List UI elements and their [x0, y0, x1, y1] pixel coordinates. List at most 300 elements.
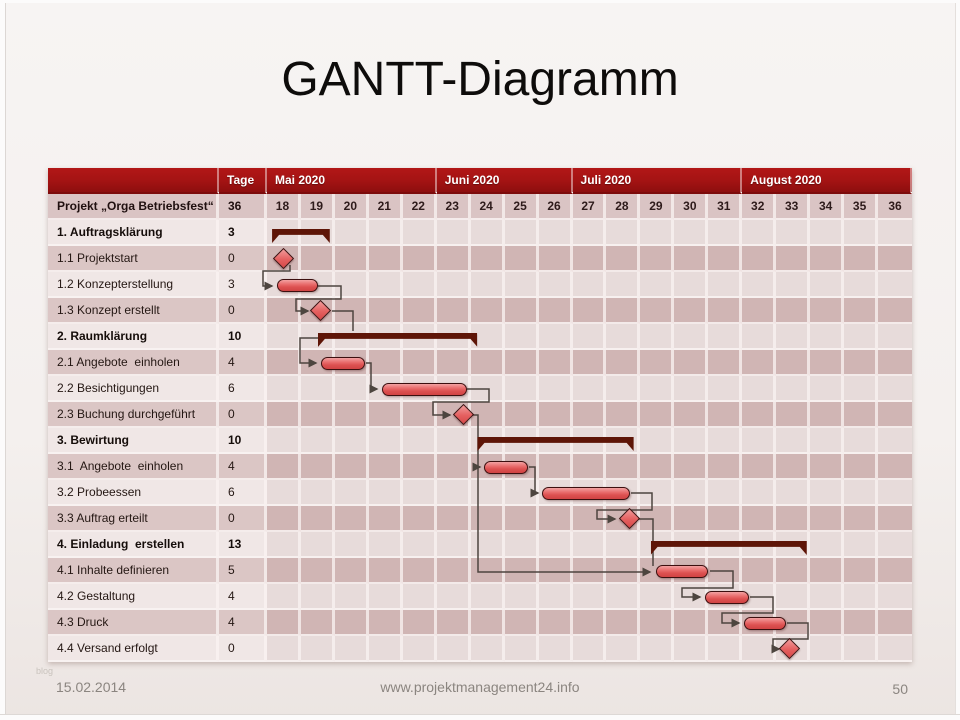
chart-cell	[573, 428, 607, 454]
chart-cell	[776, 506, 810, 532]
task-name: 4.1 Inhalte definieren	[48, 558, 219, 584]
chart-cell	[437, 272, 471, 298]
chart-cell	[844, 428, 878, 454]
chart-cell	[742, 480, 776, 506]
task-days: 3	[219, 220, 267, 246]
week-number-26: 26	[539, 194, 573, 220]
chart-cell	[369, 610, 403, 636]
chart-cell	[437, 376, 471, 402]
chart-cell	[539, 532, 573, 558]
chart-cell	[844, 558, 878, 584]
chart-cell	[742, 558, 776, 584]
chart-cell	[708, 532, 742, 558]
chart-cell	[742, 246, 776, 272]
chart-cell	[267, 246, 301, 272]
task-days: 3	[219, 272, 267, 298]
chart-cell	[606, 506, 640, 532]
task-days: 6	[219, 376, 267, 402]
chart-cell	[708, 220, 742, 246]
footer-page-number: 50	[892, 681, 908, 697]
chart-cell	[573, 636, 607, 662]
chart-cell	[539, 558, 573, 584]
chart-cell	[674, 636, 708, 662]
chart-cell	[742, 402, 776, 428]
task-row-16	[48, 610, 912, 636]
chart-cell	[505, 584, 539, 610]
gantt-week-header-row	[48, 194, 912, 220]
chart-cell	[674, 376, 708, 402]
chart-cell	[301, 298, 335, 324]
week-number-29: 29	[640, 194, 674, 220]
footer-url: www.projektmanagement24.info	[380, 679, 580, 695]
week-number-33: 33	[776, 194, 810, 220]
chart-cell	[369, 350, 403, 376]
chart-cell	[403, 350, 437, 376]
page-edge-left	[0, 0, 6, 720]
chart-cell	[437, 532, 471, 558]
chart-cell	[742, 584, 776, 610]
chart-cell	[742, 376, 776, 402]
chart-cell	[640, 636, 674, 662]
chart-cell	[369, 376, 403, 402]
chart-cell	[267, 298, 301, 324]
chart-cell	[267, 376, 301, 402]
chart-cell	[742, 324, 776, 350]
chart-cell	[539, 246, 573, 272]
chart-cell	[573, 584, 607, 610]
chart-cell	[674, 220, 708, 246]
chart-cell	[369, 298, 403, 324]
chart-cell	[776, 584, 810, 610]
chart-cell	[606, 532, 640, 558]
chart-cell	[573, 220, 607, 246]
chart-cell	[674, 272, 708, 298]
chart-cell	[403, 376, 437, 402]
chart-cell	[403, 636, 437, 662]
chart-cell	[437, 610, 471, 636]
chart-cell	[335, 298, 369, 324]
chart-cell	[708, 324, 742, 350]
chart-cell	[844, 610, 878, 636]
chart-cell	[539, 298, 573, 324]
chart-cell	[437, 506, 471, 532]
chart-cell	[335, 350, 369, 376]
chart-cell	[640, 402, 674, 428]
chart-cell	[539, 324, 573, 350]
chart-cell	[335, 324, 369, 350]
page-edge-bottom	[0, 714, 960, 720]
chart-cell	[471, 532, 505, 558]
chart-cell	[403, 220, 437, 246]
chart-cell	[267, 610, 301, 636]
chart-cell	[267, 402, 301, 428]
chart-cell	[335, 402, 369, 428]
chart-cell	[606, 480, 640, 506]
chart-cell	[301, 428, 335, 454]
chart-cell	[640, 220, 674, 246]
chart-cell	[640, 454, 674, 480]
chart-cell	[844, 298, 878, 324]
chart-cell	[471, 272, 505, 298]
week-number-34: 34	[810, 194, 844, 220]
chart-cell	[335, 220, 369, 246]
chart-cell	[810, 376, 844, 402]
task-row-12	[48, 506, 912, 532]
chart-cell	[776, 298, 810, 324]
task-days: 0	[219, 298, 267, 324]
chart-cell	[471, 480, 505, 506]
chart-cell	[640, 506, 674, 532]
chart-cell	[708, 558, 742, 584]
task-name: 4. Einladung erstellen	[48, 532, 219, 558]
chart-cell	[437, 246, 471, 272]
chart-cell	[539, 220, 573, 246]
chart-cell	[640, 610, 674, 636]
chart-cell	[573, 532, 607, 558]
week-number-35: 35	[844, 194, 878, 220]
chart-cell	[267, 428, 301, 454]
chart-cell	[471, 610, 505, 636]
chart-cell	[742, 506, 776, 532]
chart-cell	[573, 324, 607, 350]
chart-cell	[844, 246, 878, 272]
chart-cell	[674, 246, 708, 272]
chart-cell	[708, 402, 742, 428]
chart-cell	[403, 428, 437, 454]
chart-cell	[437, 558, 471, 584]
chart-cell	[606, 584, 640, 610]
chart-cell	[539, 376, 573, 402]
task-name: 2.3 Buchung durchgeführt	[48, 402, 219, 428]
chart-cell	[742, 272, 776, 298]
page-edge-top	[0, 0, 960, 3]
task-name: 3.2 Probeessen	[48, 480, 219, 506]
chart-cell	[810, 246, 844, 272]
chart-cell	[335, 532, 369, 558]
chart-cell	[742, 636, 776, 662]
chart-cell	[471, 402, 505, 428]
chart-cell	[606, 376, 640, 402]
chart-cell	[742, 610, 776, 636]
chart-cell	[539, 402, 573, 428]
chart-cell	[301, 376, 335, 402]
chart-cell	[606, 428, 640, 454]
chart-cell	[742, 428, 776, 454]
chart-cell	[369, 428, 403, 454]
chart-cell	[878, 272, 912, 298]
chart-cell	[844, 376, 878, 402]
chart-cell	[708, 454, 742, 480]
chart-cell	[844, 636, 878, 662]
chart-cell	[776, 220, 810, 246]
chart-cell	[505, 610, 539, 636]
footer-date: 15.02.2014	[56, 679, 127, 695]
chart-cell	[810, 480, 844, 506]
chart-cell	[471, 454, 505, 480]
chart-cell	[471, 350, 505, 376]
chart-cell	[878, 298, 912, 324]
chart-cell	[505, 506, 539, 532]
chart-cell	[606, 610, 640, 636]
chart-cell	[810, 558, 844, 584]
chart-cell	[471, 324, 505, 350]
chart-cell	[267, 350, 301, 376]
chart-cell	[776, 428, 810, 454]
chart-cell	[539, 272, 573, 298]
chart-cell	[437, 428, 471, 454]
week-number-18: 18	[267, 194, 301, 220]
chart-cell	[471, 246, 505, 272]
chart-cell	[878, 636, 912, 662]
task-name: 1.3 Konzept erstellt	[48, 298, 219, 324]
chart-cell	[844, 324, 878, 350]
gantt-month-header-row	[48, 168, 912, 194]
chart-cell	[810, 610, 844, 636]
chart-cell	[878, 480, 912, 506]
chart-cell	[335, 428, 369, 454]
task-row-9	[48, 428, 912, 454]
task-row-13	[48, 532, 912, 558]
chart-cell	[776, 480, 810, 506]
task-name: 3.1 Angebote einholen	[48, 454, 219, 480]
chart-cell	[606, 272, 640, 298]
chart-cell	[844, 272, 878, 298]
chart-cell	[878, 506, 912, 532]
chart-cell	[369, 558, 403, 584]
chart-cell	[335, 454, 369, 480]
chart-cell	[674, 298, 708, 324]
task-row-5	[48, 324, 912, 350]
chart-cell	[742, 532, 776, 558]
week-number-23: 23	[437, 194, 471, 220]
chart-cell	[403, 324, 437, 350]
chart-cell	[539, 636, 573, 662]
chart-cell	[640, 350, 674, 376]
gantt-task-rows	[48, 220, 912, 662]
chart-cell	[369, 636, 403, 662]
week-number-28: 28	[606, 194, 640, 220]
chart-cell	[301, 220, 335, 246]
chart-cell	[301, 532, 335, 558]
chart-cell	[573, 402, 607, 428]
week-number-31: 31	[708, 194, 742, 220]
chart-cell	[810, 636, 844, 662]
chart-cell	[539, 428, 573, 454]
chart-cell	[640, 246, 674, 272]
chart-cell	[301, 350, 335, 376]
days-column-header: Tage	[219, 168, 267, 194]
chart-cell	[437, 584, 471, 610]
page-edge-right	[955, 0, 960, 720]
task-row-11	[48, 480, 912, 506]
chart-cell	[369, 220, 403, 246]
task-name: 3.3 Auftrag erteilt	[48, 506, 219, 532]
chart-cell	[640, 324, 674, 350]
chart-cell	[606, 454, 640, 480]
month-header-3: Juli 2020	[573, 168, 743, 194]
chart-cell	[742, 454, 776, 480]
chart-cell	[471, 558, 505, 584]
chart-cell	[573, 350, 607, 376]
chart-cell	[335, 506, 369, 532]
chart-cell	[810, 532, 844, 558]
task-row-15	[48, 584, 912, 610]
task-row-1	[48, 220, 912, 246]
gantt-table	[48, 168, 912, 662]
week-number-20: 20	[335, 194, 369, 220]
chart-cell	[674, 506, 708, 532]
chart-cell	[369, 532, 403, 558]
chart-cell	[505, 272, 539, 298]
chart-cell	[776, 402, 810, 428]
task-row-4	[48, 298, 912, 324]
week-number-32: 32	[742, 194, 776, 220]
chart-cell	[776, 532, 810, 558]
chart-cell	[674, 610, 708, 636]
task-name: 2.1 Angebote einholen	[48, 350, 219, 376]
watermark: blog	[36, 666, 54, 676]
chart-cell	[810, 428, 844, 454]
chart-cell	[267, 480, 301, 506]
chart-cell	[437, 220, 471, 246]
chart-cell	[301, 506, 335, 532]
chart-cell	[606, 298, 640, 324]
chart-cell	[573, 298, 607, 324]
chart-cell	[708, 636, 742, 662]
chart-cell	[437, 298, 471, 324]
chart-cell	[674, 324, 708, 350]
chart-cell	[708, 480, 742, 506]
chart-cell	[640, 298, 674, 324]
chart-cell	[606, 324, 640, 350]
chart-cell	[776, 454, 810, 480]
task-days: 0	[219, 506, 267, 532]
chart-cell	[844, 506, 878, 532]
task-days: 0	[219, 636, 267, 662]
chart-cell	[301, 246, 335, 272]
chart-cell	[403, 298, 437, 324]
chart-cell	[810, 506, 844, 532]
task-days: 10	[219, 324, 267, 350]
chart-cell	[674, 454, 708, 480]
chart-cell	[810, 220, 844, 246]
week-number-22: 22	[403, 194, 437, 220]
page-title: GANTT-Diagramm	[281, 53, 679, 106]
chart-cell	[539, 350, 573, 376]
chart-cell	[471, 428, 505, 454]
task-row-17	[48, 636, 912, 662]
chart-cell	[369, 246, 403, 272]
task-name: 1. Auftragsklärung	[48, 220, 219, 246]
week-number-25: 25	[505, 194, 539, 220]
chart-cell	[335, 584, 369, 610]
chart-cell	[844, 402, 878, 428]
chart-cell	[539, 480, 573, 506]
chart-cell	[878, 350, 912, 376]
chart-cell	[369, 584, 403, 610]
chart-cell	[742, 298, 776, 324]
chart-cell	[640, 558, 674, 584]
chart-cell	[403, 610, 437, 636]
chart-cell	[708, 428, 742, 454]
chart-cell	[776, 324, 810, 350]
chart-cell	[878, 246, 912, 272]
chart-cell	[505, 532, 539, 558]
chart-cell	[437, 402, 471, 428]
chart-cell	[505, 350, 539, 376]
chart-cell	[369, 272, 403, 298]
chart-cell	[573, 610, 607, 636]
chart-cell	[267, 584, 301, 610]
chart-cell	[844, 454, 878, 480]
chart-cell	[539, 610, 573, 636]
task-days: 10	[219, 428, 267, 454]
chart-cell	[505, 428, 539, 454]
chart-cell	[776, 376, 810, 402]
chart-cell	[776, 610, 810, 636]
week-number-19: 19	[301, 194, 335, 220]
chart-cell	[403, 584, 437, 610]
chart-cell	[301, 610, 335, 636]
chart-cell	[335, 480, 369, 506]
chart-cell	[573, 376, 607, 402]
task-row-10	[48, 454, 912, 480]
chart-cell	[878, 376, 912, 402]
chart-cell	[267, 220, 301, 246]
chart-cell	[335, 246, 369, 272]
task-row-14	[48, 558, 912, 584]
chart-cell	[878, 584, 912, 610]
chart-cell	[403, 532, 437, 558]
task-row-2	[48, 246, 912, 272]
chart-cell	[505, 402, 539, 428]
chart-cell	[471, 376, 505, 402]
task-name: 2. Raumklärung	[48, 324, 219, 350]
chart-cell	[369, 506, 403, 532]
chart-cell	[708, 298, 742, 324]
chart-cell	[844, 350, 878, 376]
task-days: 13	[219, 532, 267, 558]
chart-cell	[573, 558, 607, 584]
chart-cell	[301, 558, 335, 584]
chart-cell	[606, 220, 640, 246]
chart-cell	[606, 402, 640, 428]
chart-cell	[640, 272, 674, 298]
chart-cell	[708, 376, 742, 402]
chart-cell	[844, 480, 878, 506]
chart-cell	[708, 350, 742, 376]
task-row-3	[48, 272, 912, 298]
chart-cell	[403, 506, 437, 532]
chart-cell	[878, 324, 912, 350]
chart-cell	[878, 428, 912, 454]
chart-cell	[810, 454, 844, 480]
chart-cell	[776, 272, 810, 298]
chart-cell	[573, 454, 607, 480]
task-days: 4	[219, 454, 267, 480]
chart-cell	[335, 376, 369, 402]
chart-cell	[267, 324, 301, 350]
chart-cell	[640, 428, 674, 454]
chart-cell	[471, 506, 505, 532]
chart-cell	[878, 558, 912, 584]
chart-cell	[810, 298, 844, 324]
chart-cell	[301, 454, 335, 480]
chart-cell	[539, 584, 573, 610]
chart-cell	[640, 584, 674, 610]
chart-cell	[573, 506, 607, 532]
chart-cell	[335, 272, 369, 298]
